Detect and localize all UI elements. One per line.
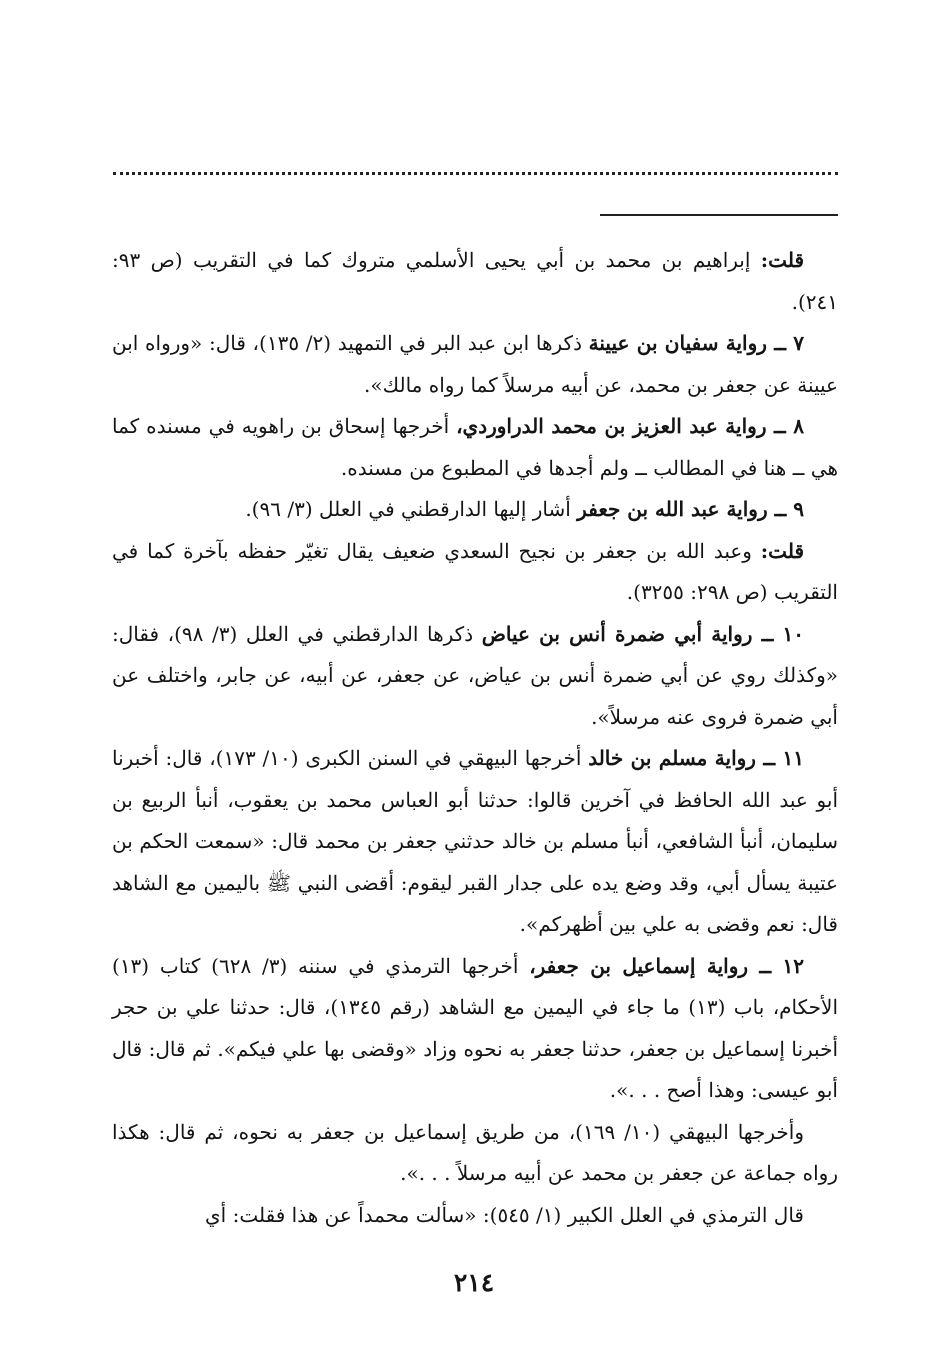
footnote-text [112,240,838,1236]
paragraph-6 [112,614,838,739]
paragraph-body: قال الترمذي في العلل الكبير (١/ ٥٤٥): «سألت محمداً عن هذا فقلت: أي [205,1202,804,1227]
paragraph-3 [112,406,838,489]
paragraph-7 [112,738,838,946]
paragraph-lead: ١١ ــ رواية مسلم بن خالد [588,746,804,770]
paragraph-2 [112,323,838,406]
paragraph-lead: ٨ ــ رواية عبد العزيز بن محمد الدراوردي، [456,414,804,438]
separator-dotted-line [113,172,838,175]
paragraph-body: أخرجها البيهقي في السنن الكبرى (١٠/ ١٧٣)، قال: أخبرنا أبو عبد الله الحافظ في آخرين قالوا: حدثنا أبو العباس محمد بن يعقوب، أنبأ الربيع بن سليمان، أنبأ الشافعي، أنبأ مسلم بن خالد حدثني جعفر بن محمد قال: «سمعت الحكم بن عتيبة يسأل أبي، وقد وضع يده على جدار القبر ليقوم: أقضى النبي ﷺ باليمين مع الشاهد قال: نعم وقضى به علي بين أظهركم». [112,746,838,936]
page-number: ٢١٤ [453,1268,495,1297]
paragraph-lead: قلت: [760,248,804,272]
paragraph-5 [112,531,838,614]
paragraph-1 [112,240,838,323]
paragraph-body: وأخرجها البيهقي (١٠/ ١٦٩)، من طريق إسماعيل بن جعفر به نحوه، ثم قال: هكذا رواه جماعة عن جعفر بن محمد عن أبيه مرسلاً . . .». [112,1119,838,1185]
paragraph-lead: قلت: [760,538,804,563]
paragraph-4 [112,489,838,531]
paragraph-lead: ٩ ــ رواية عبد الله بن جعفر [577,497,804,521]
paragraph-lead: ١٢ ــ رواية إسماعيل بن جعفر، [529,953,804,978]
paragraph-lead: ٧ ــ رواية سفيان بن عيينة [588,331,804,355]
paragraph-body: أخرجها الترمذي في سننه (٣/ ٦٢٨) كتاب (١٣) الأحكام، باب (١٣) ما جاء في اليمين مع الشاهد (رقم ١٣٤٥)، قال: حدثنا علي بن حجر أخبرنا إسماعيل بن جعفر، حدثنا جعفر به نحوه وزاد «وقضى بها علي فيكم». ثم قال: قال أبو عيسى: وهذا أصح . . .». [112,953,839,1102]
paragraph-body: أخرجها إسحاق بن راهويه في مسنده كما هي ــ هنا في المطالب ــ ولم أجدها في المطبوع من مسنده. [112,414,838,480]
paragraph-lead: ١٠ ــ رواية أبي ضمرة أنس بن عياض [481,621,805,646]
footnote-rule [600,214,838,216]
paragraph-body: وعبد الله بن جعفر بن نجيح السعدي ضعيف يقال تغيّر حفظه بآخرة كما في التقريب (ص ٢٩٨: ٣٢٥٥). [112,538,838,604]
paragraph-body: ذكرها ابن عبد البر في التمهيد (٢/ ١٣٥)، قال: «ورواه ابن عيينة عن جعفر بن محمد، عن أبيه مرسلاً كما رواه مالك». [112,331,838,397]
paragraph-body: إبراهيم بن محمد بن أبي يحيى الأسلمي متروك كما في التقريب (ص ٩٣: ٢٤١). [112,248,838,314]
paragraph-9 [112,1112,838,1195]
paragraph-body: أشار إليها الدارقطني في العلل (٣/ ٩٦). [245,497,578,521]
paragraph-8 [112,946,838,1112]
paragraph-body: ذكرها الدارقطني في العلل (٣/ ٩٨)، فقال: «وكذلك روي عن أبي ضمرة أنس بن عياض، عن جعفر، عن أبيه، عن جابر، واختلف عن أبي ضمرة فروى عنه مرسلاً». [112,621,838,729]
paragraph-10 [112,1195,838,1237]
